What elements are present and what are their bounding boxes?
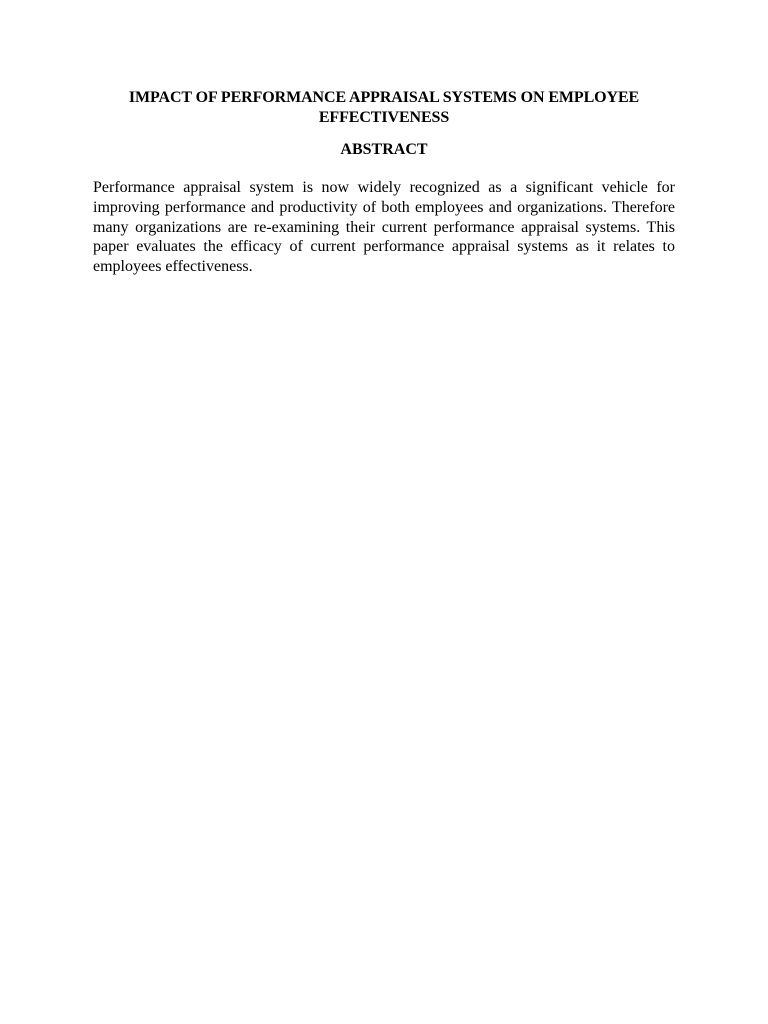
abstract-heading: ABSTRACT: [340, 141, 428, 158]
abstract-paragraph: Performance appraisal system is now widely recognized as a significant vehicle for improving performance and productivity of both employees and organizations. Therefore many organizations are re-examining their current performance appraisal systems. This paper evaluates the efficacy of current performance appraisal systems as it relates to employees effectiveness.: [93, 179, 675, 276]
document-title: IMPACT OF PERFORMANCE APPRAISAL SYSTEMS ON EMPLOYEE EFFECTIVENESS: [128, 89, 640, 126]
